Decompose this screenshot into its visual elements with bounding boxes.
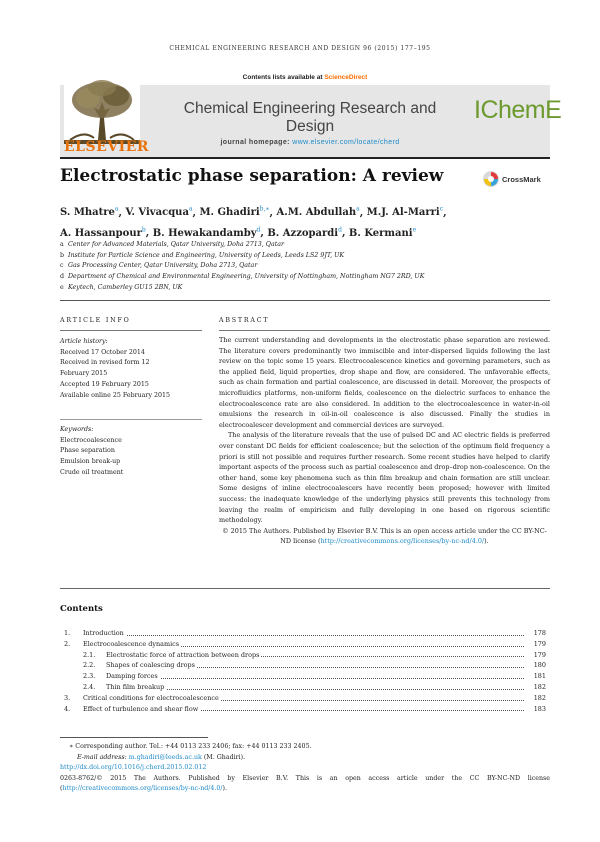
- toc-entry[interactable]: 2.1. Electrostatic force of attraction between drops 179: [83, 650, 546, 659]
- article-title: Electrostatic phase separation: A review: [60, 166, 444, 186]
- article-info-rule: [60, 330, 202, 331]
- crossmark-label: CrossMark: [502, 175, 541, 184]
- article-info-heading: ARTICLE INFO: [60, 317, 131, 324]
- history-item: Received in revised form 12: [60, 359, 150, 367]
- homepage-link[interactable]: www.elsevier.com/locate/cherd: [292, 139, 400, 146]
- toc-entry[interactable]: 2.3. Damping forces 181: [83, 672, 546, 681]
- elsevier-tree-logo-icon: [64, 78, 140, 144]
- corresponding-author-note: ∗ Corresponding author. Tel.: +44 0113 233 2406; fax: +44 0113 233 2405.: [69, 743, 312, 750]
- history-item: Available online 25 February 2015: [60, 391, 171, 399]
- affiliation-list: [60, 240, 550, 294]
- history-item: Received 17 October 2014: [60, 348, 145, 356]
- journal-name: Chemical Engineering Research and Design: [183, 100, 437, 135]
- toc-entry[interactable]: 2.2. Shapes of coalescing drops 180: [83, 661, 546, 670]
- author: B. Hewakandamby$^d$: [152, 226, 261, 239]
- history-item: Accepted 19 February 2015: [60, 380, 149, 388]
- abstract-copyright: © 2015 The Authors. Published by Elsevier B.V. This is an open access article under the CC BY-NC-ND license (http://creativecommons.org/licenses/by-nc-nd/4.0/).: [222, 526, 547, 546]
- author: A. Hassanpour$^b$: [60, 226, 146, 239]
- contents-heading: Contents: [60, 604, 103, 614]
- abstract-paragraph: The analysis of the literature reveals that the use of pulsed DC and AC electric fields is preferred over constant DC fields for efficient coalescence; but the selection of the optimum field frequency a priori is still not possible and requires further research. Some recent studies have helped to clarify important aspects of the process such as partial coalescence and drop–drop non-coalescence. On the other hand, some key phenomena such as thin film breakup and chain formation are still unclear. Some designs of inline electrocoalescers have recently been proposed; however with limited success: the inadequate knowledge of the underlying physics still prevents this technology from leaving the realm of empiricism and fully developing in one based on rigorous scientific methodology.: [219, 431, 550, 525]
- author: S. Mhatre$^a$: [60, 206, 119, 219]
- footer-license-link[interactable]: http://creativecommons.org/licenses/by-nc-nd/4.0/: [62, 785, 223, 793]
- elsevier-wordmark: ELSEVIER: [64, 139, 150, 155]
- keyword: Electrocoalescence: [60, 436, 122, 444]
- crossmark-icon[interactable]: [482, 170, 552, 188]
- sciencedirect-link[interactable]: ScienceDirect: [324, 74, 368, 81]
- keywords: [60, 425, 202, 479]
- keyword: Phase separation: [60, 447, 115, 455]
- affiliation: a Center for Advanced Materials, Qatar University, Doha 2713, Qatar: [60, 241, 284, 248]
- affiliation: b Institute for Particle Science and Engineering, University of Leeds, Leeds LS2 9JT, UK: [60, 251, 345, 259]
- footnote-rule: [60, 737, 208, 738]
- contents-rule: [60, 588, 550, 589]
- author-list: S. Mhatre$^a$, V. Vivacqua$^a$, M. Ghadiri$^{b,∗}$, A.M. Abdullah$^a$, M.J. Al-Marri$^c$, A. Hassanpour$^b$, B. Hewakandamby$^d$, B. Azzopardi$^d$, B. Kermani$^e$: [60, 206, 447, 239]
- section-rule: [60, 300, 550, 301]
- icheme-logo: IChemE: [474, 96, 562, 124]
- toc-entry[interactable]: 2. Electrocoalescence dynamics 179: [64, 639, 546, 648]
- abstract-body: [219, 335, 550, 547]
- toc-entry[interactable]: 3. Critical conditions for electrocoalescence 182: [64, 693, 546, 702]
- journal-homepage: [160, 139, 460, 146]
- author: A.M. Abdullah$^a$: [276, 206, 360, 219]
- author: M. Ghadiri$^{b,∗}$: [199, 206, 270, 219]
- affiliation: e Keytech, Camberley GU15 2BN, UK: [60, 283, 183, 291]
- table-of-contents: [60, 628, 550, 714]
- author: B. Azzopardi$^d$: [267, 226, 342, 239]
- abstract-rule: [219, 330, 550, 331]
- homepage-label: journal homepage:: [220, 139, 290, 146]
- history-item: February 2015: [60, 370, 108, 378]
- abstract-paragraph: The current understanding and developments in the electrostatic phase separation are reviewed. The literature covers predominantly two immiscible and inter-dispersed liquids following the last review on the topic some 15 years. Electrocoalescence kinetics and governing parameters, such as the applied field, liquid properties, drop shape and flow, are considered. The unfavorable effects, such as chain formation and partial coalescence, are discussed in detail. Moreover, the prospects of microfluidics platforms, non-uniform fields, coalescence on the dielectric surfaces to enhance the electrocoalescence rate are also considered. In addition to the electrocoalescence in water-in-oil emulsions the research in oil-in-oil coalescence is also discussed. Finally the studies in electrocoalescer development and commercial devices are surveyed.: [219, 336, 550, 429]
- doi-link[interactable]: http://dx.doi.org/10.1016/j.cherd.2015.02.012: [60, 764, 207, 772]
- keywords-rule: [60, 419, 202, 420]
- email-note: E-mail address: m.ghadiri@leeds.ac.uk (M. Ghadiri).: [77, 753, 246, 761]
- license-link[interactable]: http://creativecommons.org/licenses/by-nc-nd/4.0/: [320, 537, 485, 546]
- toc-entry[interactable]: 4. Effect of turbulence and shear flow 183: [64, 704, 546, 713]
- article-history: [60, 337, 202, 401]
- toc-entry[interactable]: 1. Introduction 178: [64, 629, 546, 637]
- abstract-heading: ABSTRACT: [219, 317, 270, 324]
- footnotes: [60, 742, 550, 795]
- header-rule: [60, 157, 550, 159]
- affiliation: c Gas Processing Center, Qatar University, Doha 2713, Qatar: [60, 262, 258, 270]
- running-header: CHEMICAL ENGINEERING RESEARCH AND DESIGN 96 (2015) 177–195: [169, 45, 431, 52]
- author: V. Vivacqua$^a$: [125, 206, 193, 219]
- contents-available-prefix: Contents lists available at: [242, 74, 323, 81]
- history-label: Article history:: [60, 338, 108, 345]
- toc-entry[interactable]: 2.4. Thin film breakup 182: [83, 682, 546, 691]
- keyword: Emulsion break-up: [60, 458, 121, 466]
- license-note: 0263-8762/© 2015 The Authors. Published by Elsevier B.V. This is an open access article under the CC BY-NC-ND license (http://creativecommons.org/licenses/by-nc-nd/4.0/).: [60, 774, 550, 793]
- affiliation: d Department of Chemical and Environmental Engineering, University of Nottingham, Nottingham NG7 2RD, UK: [60, 273, 425, 281]
- author: B. Kermani$^e$: [348, 226, 417, 239]
- keyword: Crude oil treatment: [60, 468, 124, 476]
- keywords-label: Keywords:: [60, 426, 94, 433]
- contents-available: [160, 74, 450, 81]
- email-link[interactable]: m.ghadiri@leeds.ac.uk: [128, 753, 202, 761]
- author: M.J. Al-Marri$^c$: [366, 206, 444, 219]
